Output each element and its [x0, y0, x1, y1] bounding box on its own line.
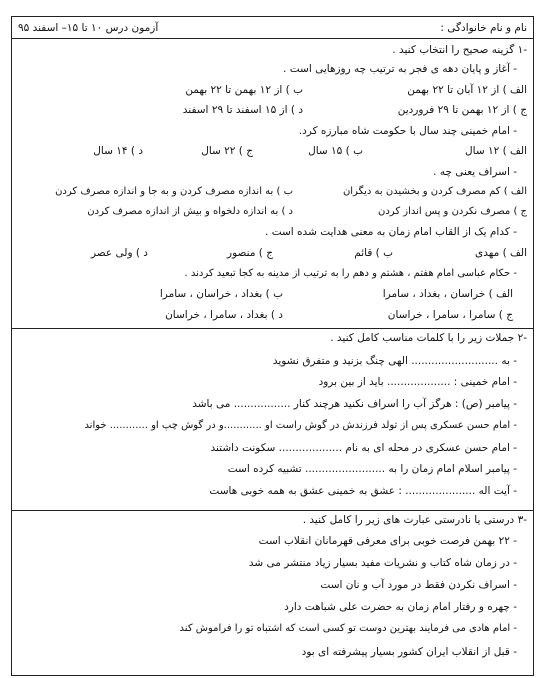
section-divider: [12, 328, 533, 329]
q1-s5-option-a: الف ) خراسان ، بغداد ، سامرا: [382, 288, 513, 300]
exam-title: آزمون درس ۱۰ تا ۱۵– اسفند ۹۵: [18, 22, 159, 34]
q1-s3-option-c: ج ) مصرف نکردن و پس انداز کردن: [378, 206, 527, 217]
q1-s5-question: - حکام عباسی امام هفتم ، هشتم و دهم را به ترتیب از مدینه به کجا تبعید کردند .: [184, 268, 517, 279]
q1-s3-question: - اسراف یعنی چه .: [433, 166, 517, 178]
q2-item: - امام حسن عسکری پس از تولد فرزندش در گوش راست او ............و در گوش چپ او ............ خواند: [84, 420, 517, 431]
q1-title: -۱ گزینه صحیح را انتخاب کنید .: [392, 44, 527, 56]
q3-title: -۳ درستی یا نادرستی عبارت های زیر را کامل کنید .: [302, 514, 527, 526]
q3-item: - اسراف نکردن فقط در مورد آب و نان است: [320, 579, 517, 591]
q2-item: - امام خمینی : ................... باید از بین برود: [318, 376, 517, 388]
q1-s3-option-a: الف ) کم مصرف کردن و بخشیدن به دیگران: [342, 186, 527, 197]
name-label: نام و نام خانوادگی :: [440, 22, 527, 34]
q1-s2-question: - امام خمینی چند سال با حکومت شاه مبارزه کرد.: [298, 125, 517, 137]
q1-s2-option-b: ب ) ۱۵ سال: [308, 145, 363, 157]
q1-s4-question: - کدام یک از القاب امام زمان به معنی هدایت شده است .: [265, 226, 517, 238]
q1-s2-option-c: ج ) ۲۲ سال: [201, 145, 253, 157]
q1-s2-option-d: د ) ۱۴ سال: [93, 145, 143, 157]
exam-header: [12, 17, 533, 39]
q2-item: - آیت اله ..................... : عشق به خمینی عشق به همه خوبی هاست: [209, 485, 517, 497]
q1-s5-option-b: ب ) بغداد ، خراسان ، سامرا: [159, 288, 283, 300]
q2-item: - امام حسن عسکری در محله ای به نام ................... سکونت داشتند: [210, 442, 517, 454]
q1-s1-question: - آغاز و پایان دهه ی فجر به ترتیب چه روزهایی است .: [283, 63, 517, 75]
q2-item: - پیامبر اسلام امام زمان را به ........................ تشبیه کرده است: [227, 463, 517, 475]
q1-s1-option-c: ج ) از ۱۲ بهمن تا ۲۹ فروردین: [397, 104, 527, 116]
q1-s4-option-c: ج ) منصور: [227, 247, 273, 259]
q1-s3-option-d: د ) به اندازه دلخواه و بیش از اندازه مصرف کردن: [87, 206, 293, 217]
q3-item: - چهره و رفتار امام زمان به حضرت علی شباهت دارد: [284, 601, 517, 613]
q3-item: - ۲۲ بهمن فرصت خوبی برای معرفی قهرمانان انقلاب است: [258, 535, 517, 547]
q3-item: - امام هادی می فرمایند بهترین دوست تو کسی است که اشتباه تو را فراموش کند: [179, 623, 517, 634]
q1-s1-option-a: الف ) از ۱۲ آبان تا ۲۲ بهمن: [407, 84, 527, 96]
q3-item: - در زمان شاه کتاب و نشریات مفید بسیار زیاد منتشر می شد: [248, 557, 517, 569]
q1-s3-option-b: ب ) به اندازه مصرف کردن و به جا و اندازه مصرف کردن: [55, 186, 293, 197]
q1-s4-option-b: ب ) قائم: [354, 247, 393, 259]
q2-item: - پیامبر (ص) : هرگز آب را اسراف نکنید هرچند کنار ................. می باشد: [192, 398, 517, 410]
q1-s1-option-b: ب ) از ۱۲ بهمن تا ۲۲ بهمن: [185, 84, 303, 96]
q1-s2-option-a: الف ) ۱۲ سال: [464, 145, 527, 157]
section-divider: [12, 510, 533, 511]
q1-s5-option-c: ج ) سامرا ، سامرا ، خراسان: [387, 309, 513, 321]
q1-s1-option-d: د ) از ۱۵ اسفند تا ۲۹ اسفند: [182, 104, 303, 116]
q3-item: - قبل از انقلاب ایران کشور بسیار پیشرفته ای بود: [301, 646, 517, 658]
q2-title: -۲ جملات زیر را با کلمات مناسب کامل کنید .: [330, 332, 527, 344]
q1-s4-option-a: الف ) مهدی: [475, 247, 527, 259]
exam-sheet: [11, 16, 534, 676]
q2-item: - به .......................... الهی چنگ بزنید و متفرق نشوید: [272, 355, 517, 367]
q1-s5-option-d: د ) بغداد ، سامرا ، خراسان: [165, 309, 283, 321]
q1-s4-option-d: د ) ولی عصر: [91, 247, 148, 259]
